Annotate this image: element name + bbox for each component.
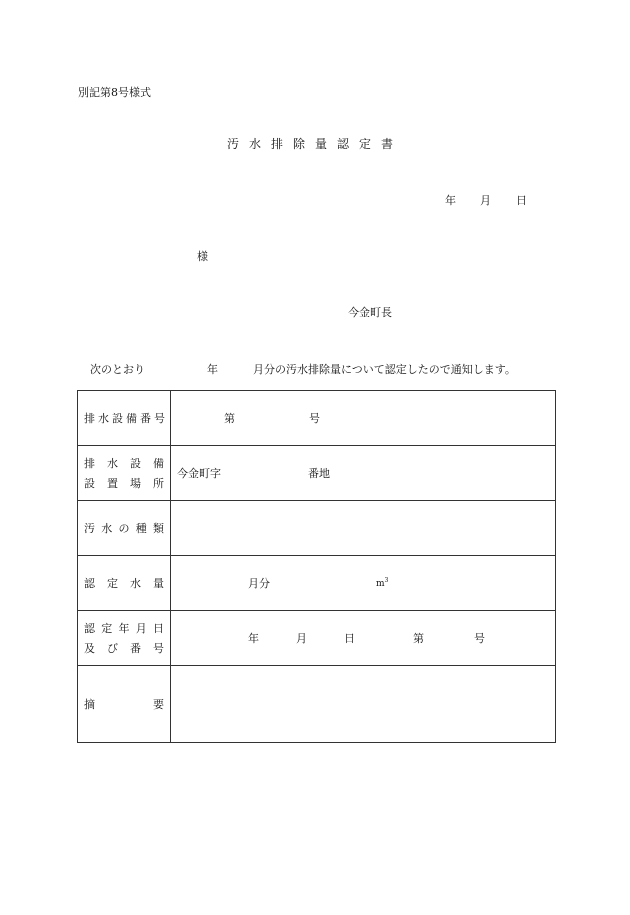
notice-year: 年	[207, 363, 218, 376]
label-wastewater-type: 汚 水 の 種 類	[84, 522, 164, 535]
certification-table	[77, 390, 556, 743]
go-text: 号	[309, 412, 320, 425]
form-number: 別記第8号様式	[78, 86, 151, 99]
notice-prefix: 次のとおり	[90, 363, 145, 376]
value-cell	[171, 556, 556, 611]
date-day: 日	[516, 194, 527, 207]
cert-year: 年	[248, 632, 259, 645]
value-cell	[171, 501, 556, 556]
cert-month: 月	[296, 632, 307, 645]
value-cell	[171, 611, 556, 666]
label-and-number: 及 び 番 号	[84, 642, 164, 655]
table-row	[78, 556, 556, 611]
notice-suffix: 月分の汚水排除量について認定したので通知します。	[253, 363, 516, 376]
table-row	[78, 611, 556, 666]
address-prefix: 今金町字	[177, 467, 221, 480]
label-drain-equipment: 排 水 設 備	[84, 457, 164, 470]
dai-text: 第	[224, 412, 235, 425]
label-cell	[78, 446, 171, 501]
unit-cubic-meter: $m^3$	[376, 577, 389, 589]
label-cell	[78, 666, 171, 743]
label-cert-date: 認 定 年 月 日	[84, 622, 164, 635]
value-cell	[171, 666, 556, 743]
cert-dai: 第	[413, 632, 424, 645]
monthly-text: 月分	[248, 577, 270, 590]
label-drain-number: 排水設備番号	[84, 412, 168, 425]
table-row	[78, 391, 556, 446]
label-certified-volume: 認 定 水 量	[84, 577, 164, 590]
recipient-suffix: 様	[197, 250, 208, 263]
cert-day: 日	[344, 632, 355, 645]
table-row	[78, 666, 556, 743]
label-cell	[78, 501, 171, 556]
date-month: 月	[480, 194, 491, 207]
date-year: 年	[445, 194, 456, 207]
label-remarks: 摘 要	[84, 698, 164, 711]
notice-text	[90, 364, 540, 378]
label-cell	[78, 611, 171, 666]
document-title: 汚水排除量認定書	[227, 137, 404, 151]
issuer: 今金町長	[348, 306, 392, 319]
label-cell	[78, 556, 171, 611]
cert-go: 号	[474, 632, 485, 645]
value-cell	[171, 391, 556, 446]
label-install-location: 設 置 場 所	[84, 477, 164, 490]
label-cell	[78, 391, 171, 446]
value-cell	[171, 446, 556, 501]
table-row	[78, 501, 556, 556]
address-suffix: 番地	[308, 467, 330, 480]
table-row	[78, 446, 556, 501]
